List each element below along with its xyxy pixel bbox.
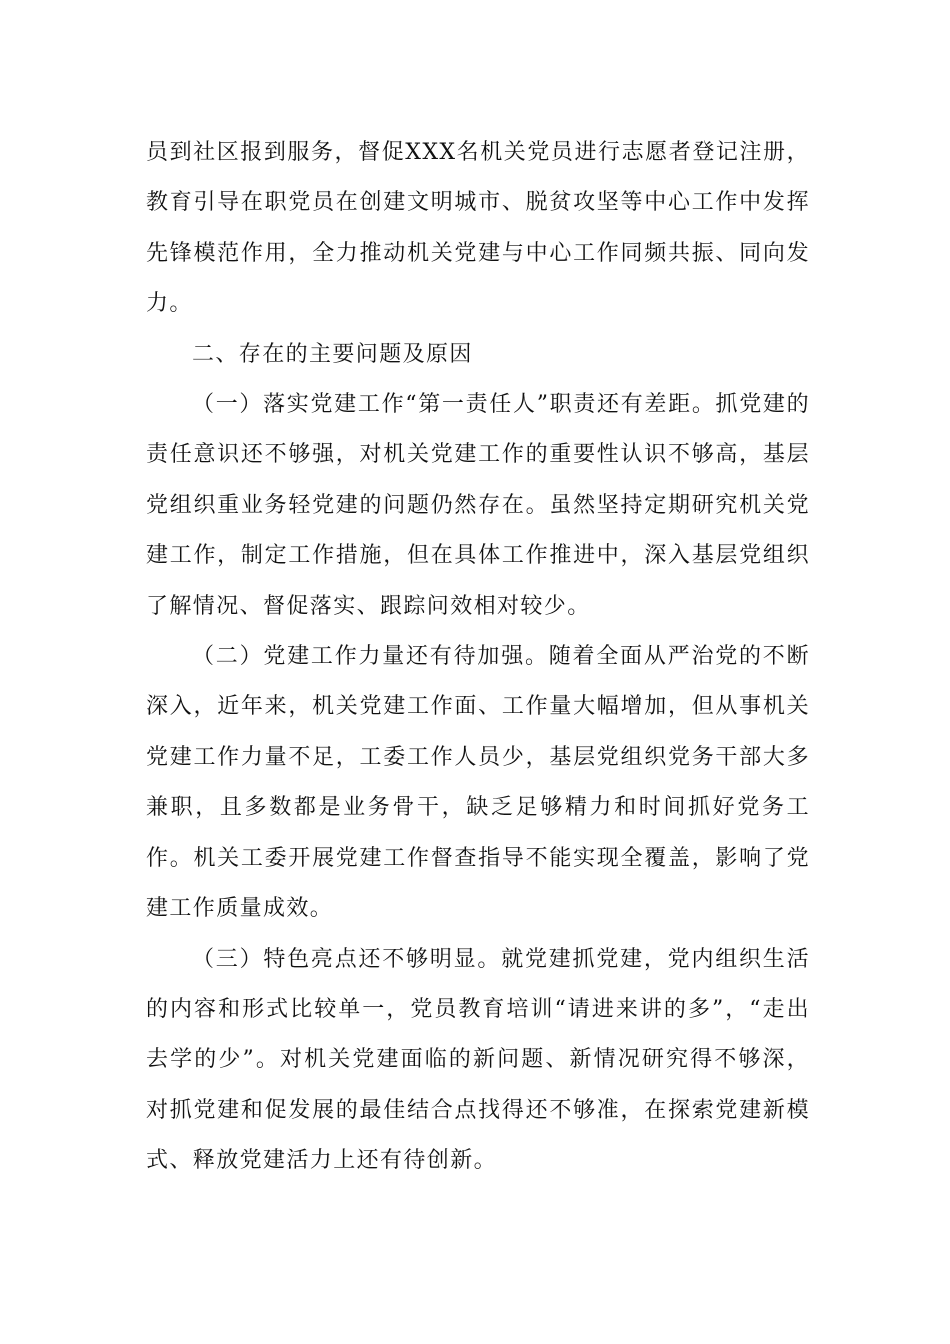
document-body — [146, 128, 810, 1187]
paragraph-continuation: 员到社区报到服务，督促XXX名机关党员进行志愿者登记注册，教育引导在职党员在创建文明城市、脱贫攻坚等中心工作中发挥先锋模范作用，全力推动机关党建与中心工作同频共振、同向发力。 — [146, 140, 810, 317]
paragraph-issue-1: （一）落实党建工作“第一责任人”职责还有差距。抓党建的责任意识还不够强，对机关党建工作的重要性认识不够高，基层党组织重业务轻党建的问题仍然存在。虽然坚持定期研究机关党建工作，制定工作措施，但在具体工作推进中，深入基层党组织了解情况、督促落实、跟踪问效相对较少。 — [146, 392, 810, 619]
section-heading: 二、存在的主要问题及原因 — [192, 341, 473, 367]
paragraph-issue-2: （二）党建工作力量还有待加强。随着全面从严治党的不断深入，近年来，机关党建工作面、工作量大幅增加，但从事机关党建工作力量不足，工委工作人员少，基层党组织党务干部大多兼职，且多数都是业务骨干，缺乏足够精力和时间抓好党务工作。机关工委开展党建工作督查指导不能实现全覆盖，影响了党建工作质量成效。 — [146, 644, 810, 922]
paragraph-issue-3: （三）特色亮点还不够明显。就党建抓党建，党内组织生活的内容和形式比较单一，党员教育培训“请进来讲的多”，“走出去学的少”。对机关党建面临的新问题、新情况研究得不够深，对抓党建和促发展的最佳结合点找得还不够准，在探索党建新模式、释放党建活力上还有待创新。 — [146, 946, 810, 1174]
